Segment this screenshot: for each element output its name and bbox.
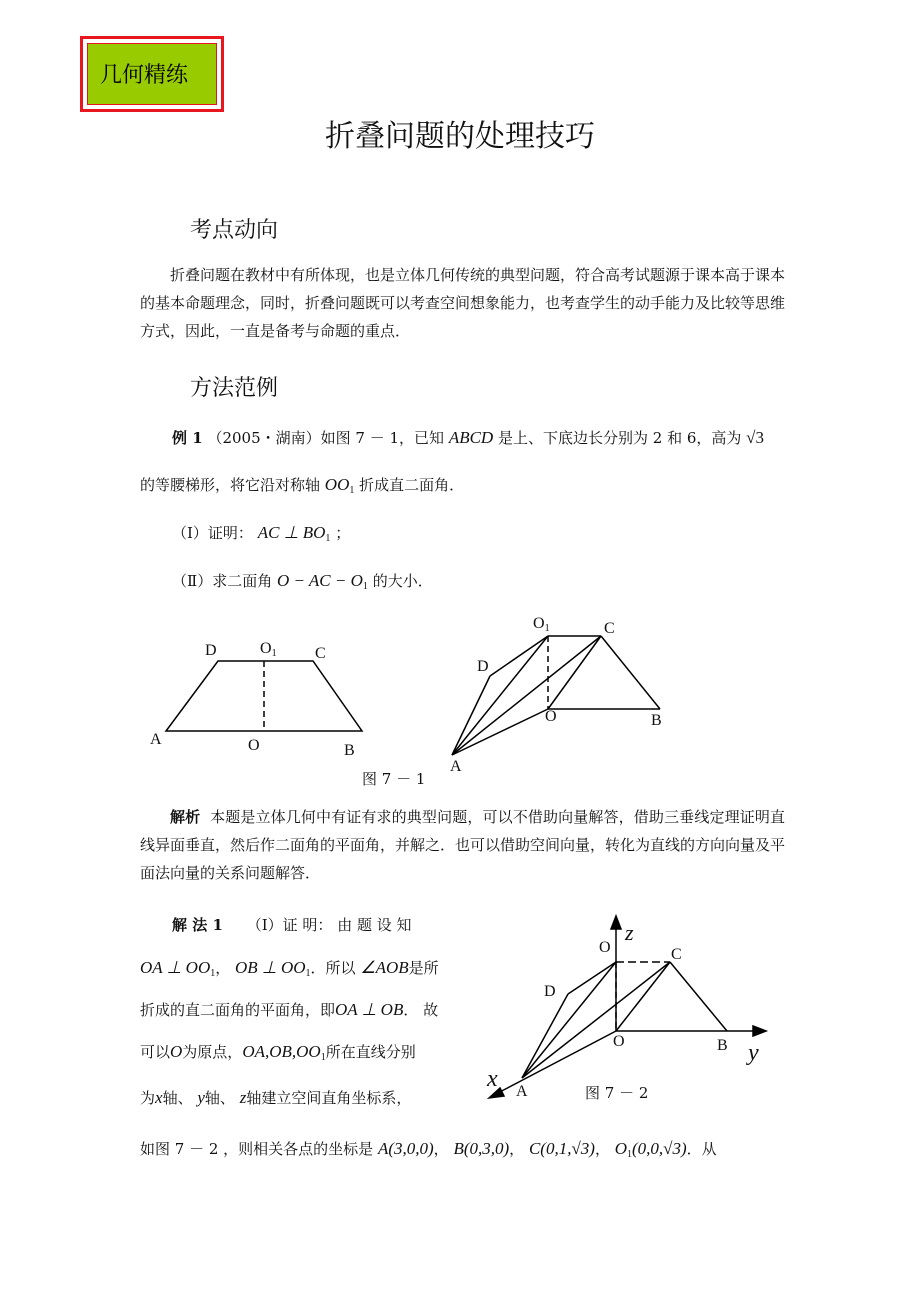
math-angle-aob: ∠AOB xyxy=(360,958,409,977)
solution-text-6: 可以 xyxy=(140,1043,171,1061)
solution-text-14: ．从 xyxy=(686,1140,717,1158)
math-oa-perp-ob: OA ⊥ OB xyxy=(335,1000,404,1019)
math-dihedral: O − AC − $O_1$ xyxy=(276,571,368,592)
fig2-label-o: O xyxy=(613,1033,625,1050)
section-heading-trends: 考点动向 xyxy=(190,218,279,243)
solution-line-6: 如图 7 － 2 ，则相关各点的坐标是 A(3,0,0)， B(0,3,0)， C(0,1,√3)， $O_1(0,0,√3)$．从 xyxy=(140,1139,717,1160)
fig1-caption: 图 7 － 1 xyxy=(362,770,426,788)
question-2-label: （Ⅱ）求二面角 xyxy=(172,572,273,590)
math-ac-perp-bo1: AC ⊥ $BO_1$ xyxy=(257,523,331,544)
solution-text-9: 为 xyxy=(140,1089,156,1107)
fig1-right-label-b: B xyxy=(651,712,662,729)
coord-a: A(3,0,0) xyxy=(377,1139,434,1158)
math-abcd: ABCD xyxy=(448,428,494,447)
fig2-label-x: x xyxy=(487,1066,498,1092)
solution-text-13: 如图 7 － 2 ，则相关各点的坐标是 xyxy=(140,1140,374,1158)
z-arrow xyxy=(611,916,621,929)
coord-c: C(0,1,√3) xyxy=(528,1139,595,1158)
fig2-label-z: z xyxy=(625,920,634,945)
solution-text-12: 轴建立空间直角坐标系， xyxy=(246,1089,412,1107)
fig1-left-label-b: B xyxy=(344,742,355,759)
solution-label: 解 法 1 xyxy=(172,916,223,934)
solution-line-2: OA ⊥ $OO_1$， OB ⊥ $OO_1$．所以 ∠AOB是所 xyxy=(140,958,439,979)
analysis-label: 解析 xyxy=(170,808,201,826)
fig2-label-o1: O xyxy=(599,939,611,956)
coord-b: B(0,3,0) xyxy=(453,1139,510,1158)
math-o: O xyxy=(170,1042,183,1061)
math-z: z xyxy=(239,1088,247,1107)
fig1-left-label-o1: $O_1$ xyxy=(260,640,277,659)
fig1-left-label-a: A xyxy=(150,731,162,748)
badge-label: 几何精练 xyxy=(87,43,217,105)
example-text-2: 是上、下底边长分别为 2 和 6，高为 xyxy=(497,429,742,447)
example-label: 例 1 xyxy=(172,429,203,447)
math-ob-perp-oo1: OB ⊥ $OO_1$ xyxy=(235,958,311,979)
fig1-right-label-o: O xyxy=(545,708,557,725)
fig1-right-label-a: A xyxy=(450,758,462,775)
math-oa-perp-oo1: OA ⊥ $OO_1$ xyxy=(140,958,216,979)
fig1-left-label-d: D xyxy=(205,642,217,659)
question-1-label: （Ⅰ）证明： xyxy=(172,524,253,542)
solution-text-11: 轴、 xyxy=(204,1089,235,1107)
example-text-4: 折成直二面角． xyxy=(359,476,465,494)
fig2-caption: 图 7 － 2 xyxy=(585,1084,649,1102)
example-text-3: 的等腰梯形，将它沿对称轴 xyxy=(140,476,321,494)
math-oa-ob-oo1: $OA,OB,OO_1$ xyxy=(242,1042,326,1063)
solution-text-5: ． 故 xyxy=(403,1001,439,1019)
fig1-right-label-d: D xyxy=(477,658,489,675)
solution-text-1: （Ⅰ）证 明： 由 题 设 知 xyxy=(246,916,412,934)
analysis-text: 本题是立体几何中有证有求的典型问题，可以不借助向量解答，借助三垂线定理证明直线异面垂直，然后作二面角的平面角，并解之．也可以借助空间向量，转化为直线的方向向量及平面法向量的关系问题解答． xyxy=(140,808,786,882)
example-text-1: （2005・湖南）如图 7 － 1，已知 xyxy=(207,429,445,447)
math-sqrt3: √3 xyxy=(746,428,765,447)
math-x: x xyxy=(155,1088,163,1107)
question-2-tail: 的大小． xyxy=(372,572,433,590)
solution-text-3: 是所 xyxy=(408,959,439,977)
fig1-left-label-c: C xyxy=(315,645,326,662)
fig1-left-label-o: O xyxy=(248,737,260,754)
fig2-label-a: A xyxy=(516,1083,528,1100)
solution-text-7: 为原点， xyxy=(182,1043,243,1061)
solution-text-4: 折成的直二面角的平面角，即 xyxy=(140,1001,336,1019)
coord-o1: $O_1(0,0,√3)$ xyxy=(614,1139,687,1160)
math-y: y xyxy=(197,1088,205,1107)
solution-text-10: 轴、 xyxy=(162,1089,193,1107)
solution-text-8: 所在直线分别 xyxy=(325,1043,416,1061)
fig1-right-label-o1: $O_1$ xyxy=(533,615,550,634)
solution-text-2: ．所以 xyxy=(310,959,356,977)
fig2-label-c: C xyxy=(671,946,682,963)
fig1-right-label-c: C xyxy=(604,620,615,637)
section-heading-methods: 方法范例 xyxy=(190,376,279,401)
page-title: 折叠问题的处理技巧 xyxy=(325,119,595,154)
fig2-label-y: y xyxy=(748,1040,759,1066)
fig2-label-d: D xyxy=(544,983,556,1000)
math-oo1: $OO_1$ xyxy=(324,475,355,496)
question-1-tail: ； xyxy=(335,524,351,542)
y-arrow xyxy=(753,1026,766,1036)
fig2-label-b: B xyxy=(717,1037,728,1054)
intro-paragraph: 折叠问题在教材中有所体现，也是立体几何传统的典型问题，符合高考试题源于课本高于课本的基本命题理念，同时，折叠问题既可以考查空间想象能力，也考查学生的动手能力及比较等思维方式，因此，一直是备考与命题的重点． xyxy=(140,266,786,340)
